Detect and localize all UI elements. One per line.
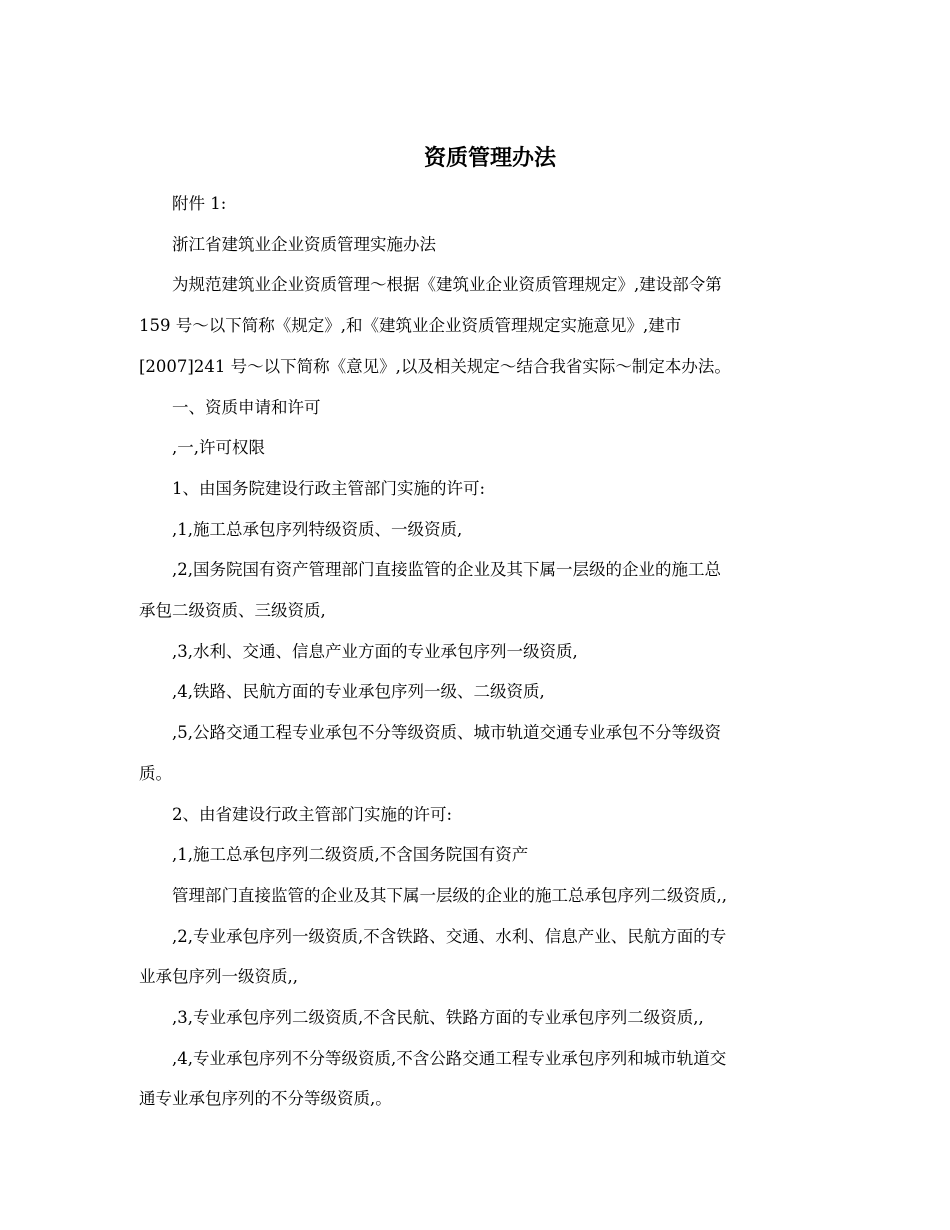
paragraph xyxy=(139,428,811,469)
paragraph-line: ,5,公路交通工程专业承包不分等级资质、城市轨道交通专业承包不分等级资 xyxy=(172,723,721,743)
paragraph xyxy=(139,998,811,1039)
paragraph-line: ,2,专业承包序列一级资质,不含铁路、交通、水利、信息产业、民航方面的专 xyxy=(172,926,727,946)
paragraph-line: ,3,水利、交通、信息产业方面的专业承包序列一级资质, xyxy=(172,641,578,661)
paragraph-line: 业承包序列一级资质,, xyxy=(139,967,298,987)
paragraph-line: ,一,许可权限 xyxy=(172,438,265,458)
paragraph xyxy=(139,713,811,794)
paragraph xyxy=(139,917,811,998)
paragraph-line: 2、由省建设行政主管部门实施的许可: xyxy=(172,804,453,824)
paragraph-line: ,3,专业承包序列二级资质,不含民航、铁路方面的专业承包序列二级资质,, xyxy=(172,1008,704,1028)
paragraph xyxy=(139,225,811,266)
paragraph-line: 1、由国务院建设行政主管部门实施的许可: xyxy=(172,478,486,498)
paragraph xyxy=(139,1039,811,1120)
paragraph-line: ,4,铁路、民航方面的专业承包序列一级、二级资质, xyxy=(172,682,545,702)
document-title: 资质管理办法 xyxy=(423,145,556,171)
paragraph xyxy=(139,795,811,836)
document-body xyxy=(139,184,811,1120)
paragraph-line: 浙江省建筑业企业资质管理实施办法 xyxy=(172,234,436,254)
paragraph xyxy=(139,388,811,429)
paragraph xyxy=(139,835,811,876)
paragraph xyxy=(139,265,811,387)
paragraph xyxy=(139,510,811,551)
paragraph-line: ,1,施工总承包序列特级资质、一级资质, xyxy=(172,519,463,539)
paragraph-line: ,4,专业承包序列不分等级资质,不含公路交通工程专业承包序列和城市轨道交 xyxy=(172,1048,727,1068)
paragraph xyxy=(139,184,811,225)
paragraph xyxy=(139,469,811,510)
paragraph-line: 一、资质申请和许可 xyxy=(172,397,321,417)
paragraph-line: 质。 xyxy=(139,763,172,783)
paragraph-line: 通专业承包序列的不分等级资质,。 xyxy=(139,1089,392,1109)
paragraph-line: 159 号～以下简称《规定》,和《建筑业企业资质管理规定实施意见》,建市 xyxy=(139,316,682,336)
paragraph-line: 管理部门直接监管的企业及其下属一层级的企业的施工总承包序列二级资质,, xyxy=(172,885,727,905)
paragraph xyxy=(139,550,811,631)
paragraph-line: 承包二级资质、三级资质, xyxy=(139,601,326,621)
paragraph-line: [2007]241 号～以下简称《意见》,以及相关规定～结合我省实际～制定本办法。 xyxy=(139,356,731,376)
paragraph xyxy=(139,876,811,917)
paragraph-line: 附件 1: xyxy=(172,194,227,213)
paragraph-line: ,1,施工总承包序列二级资质,不含国务院国有资产 xyxy=(172,845,529,865)
paragraph-line: ,2,国务院国有资产管理部门直接监管的企业及其下属一层级的企业的施工总 xyxy=(172,560,721,580)
paragraph-line: 为规范建筑业企业资质管理～根据《建筑业企业资质管理规定》,建设部令第 xyxy=(172,275,722,295)
paragraph xyxy=(139,632,811,673)
paragraph xyxy=(139,672,811,713)
